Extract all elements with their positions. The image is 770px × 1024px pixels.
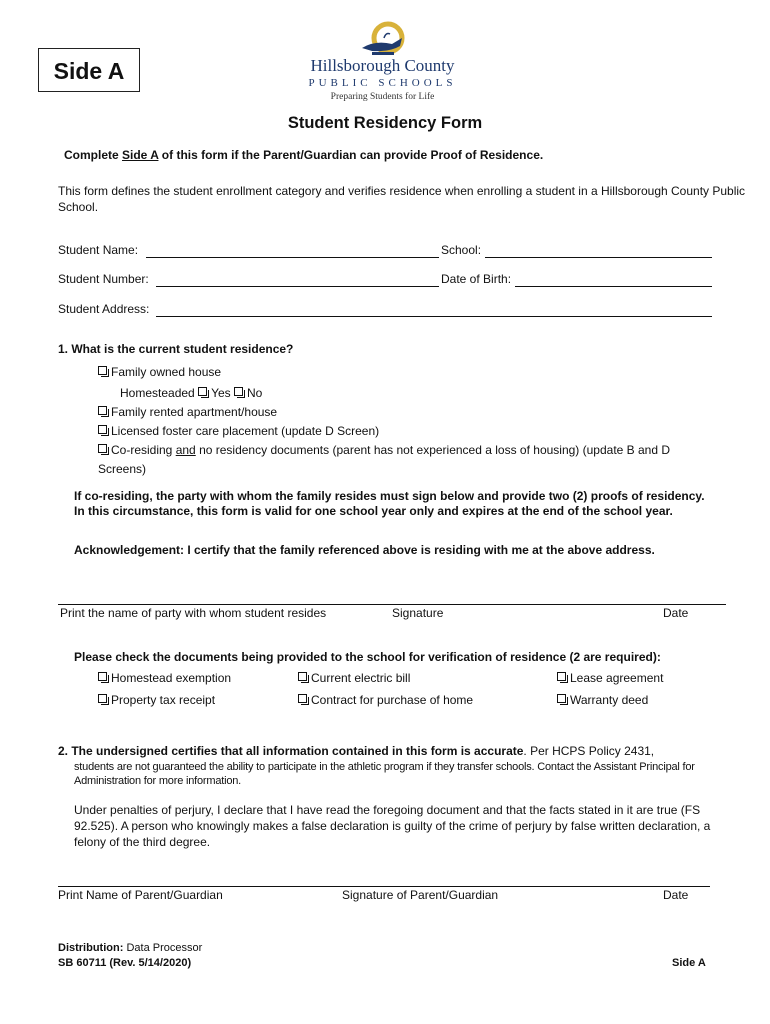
question2-heading: 2. The undersigned certifies that all information contained in this form is accurate. Per HCPS Policy 2431, (58, 744, 655, 758)
school-label: School: (441, 243, 482, 257)
doc-warranty-deed[interactable]: Warranty deed (557, 693, 648, 707)
doc-property-tax-receipt[interactable]: Property tax receipt (98, 693, 215, 707)
guardian-date-label: Date (663, 888, 689, 902)
logo-line2: PUBLIC SCHOOLS (308, 77, 457, 89)
checkbox-icon[interactable] (298, 672, 307, 681)
doc-lease-agreement[interactable]: Lease agreement (557, 671, 663, 685)
checkbox-icon[interactable] (557, 672, 566, 681)
guardian-signature-line[interactable] (58, 886, 710, 887)
checkbox-no[interactable] (234, 387, 243, 396)
doc-contract-purchase-home[interactable]: Contract for purchase of home (298, 693, 473, 707)
footer-side-label: Side A (672, 957, 706, 969)
form-description: This form defines the student enrollment category and verifies residence when enrolling a student in a Hillsborough County Public School. (58, 184, 746, 214)
distribution-info: Distribution: Data Processor (58, 942, 203, 954)
checkbox-icon[interactable] (98, 425, 107, 434)
checkbox-yes[interactable] (198, 387, 207, 396)
option-family-rented[interactable]: Family rented apartment/house (98, 405, 277, 419)
student-number-label: Student Number: (58, 272, 149, 286)
doc-current-electric-bill[interactable]: Current electric bill (298, 671, 410, 685)
side-label-box: Side A (38, 48, 140, 92)
page-title: Student Residency Form (287, 114, 483, 132)
school-line[interactable] (485, 257, 712, 258)
checkbox-icon[interactable] (298, 694, 307, 703)
guardian-print-name-label: Print Name of Parent/Guardian (58, 888, 223, 902)
checkbox-icon[interactable] (98, 406, 107, 415)
student-address-line[interactable] (156, 316, 712, 317)
documents-heading: Please check the documents being provided to the school for verification of residence (2 are required): (74, 650, 661, 664)
option-foster-care[interactable]: Licensed foster care placement (update D Screen) (98, 424, 379, 438)
checkbox-icon[interactable] (98, 366, 107, 375)
acknowledgement: Acknowledgement: I certify that the family referenced above is residing with me at the above address. (74, 543, 655, 557)
checkbox-icon[interactable] (98, 444, 107, 453)
question1-heading: 1. What is the current student residence? (58, 342, 294, 356)
date-of-birth-label: Date of Birth: (441, 272, 512, 286)
logo-tagline: Preparing Students for Life (330, 92, 435, 102)
guardian-signature-label: Signature of Parent/Guardian (342, 888, 499, 902)
party-signature-label: Signature (392, 606, 444, 620)
checkbox-icon[interactable] (98, 694, 107, 703)
party-signature-line[interactable] (58, 604, 726, 605)
homesteaded-row: Homesteaded Yes No (120, 386, 263, 400)
checkbox-icon[interactable] (98, 672, 107, 681)
form-number: SB 60711 (Rev. 5/14/2020) (58, 957, 192, 969)
student-address-label: Student Address: (58, 302, 150, 316)
checkbox-icon[interactable] (557, 694, 566, 703)
student-name-line[interactable] (146, 257, 439, 258)
doc-homestead-exemption[interactable]: Homestead exemption (98, 671, 231, 685)
athletic-policy-note: students are not guaranteed the ability to participate in the athletic program if they transfer schools. Contact the Assistant Principal for Administration for more information. (74, 761, 695, 787)
party-print-name-label: Print the name of party with whom student resides (60, 606, 327, 620)
lamp-logo-icon (300, 18, 465, 58)
student-name-label: Student Name: (58, 243, 139, 257)
co-residing-note: If co-residing, the party with whom the family resides must sign below and provide two (2) proofs of residency. In this circumstance, this form is valid for one school year only and expires at the end of the school year. (74, 489, 705, 518)
date-of-birth-line[interactable] (515, 286, 712, 287)
option-co-residing-cont: Screens) (98, 462, 147, 476)
complete-instruction: Complete Side A of this form if the Parent/Guardian can provide Proof of Residence. (64, 148, 544, 162)
logo-line1: Hillsborough County (310, 56, 455, 75)
option-family-owned[interactable]: Family owned house (98, 365, 221, 379)
district-logo (300, 18, 465, 106)
perjury-statement: Under penalties of perjury, I declare that I have read the foregoing document and that the facts stated in it are true (FS 92.525). A person who knowingly makes a false declaration is guilty of the crime of perjury by false written declaration, a felony of the third degree. (74, 803, 711, 849)
option-co-residing[interactable]: Co-residing and no residency documents (parent has not experienced a loss of housing) (update B and D (98, 443, 670, 457)
party-date-label: Date (663, 606, 689, 620)
student-number-line[interactable] (156, 286, 439, 287)
